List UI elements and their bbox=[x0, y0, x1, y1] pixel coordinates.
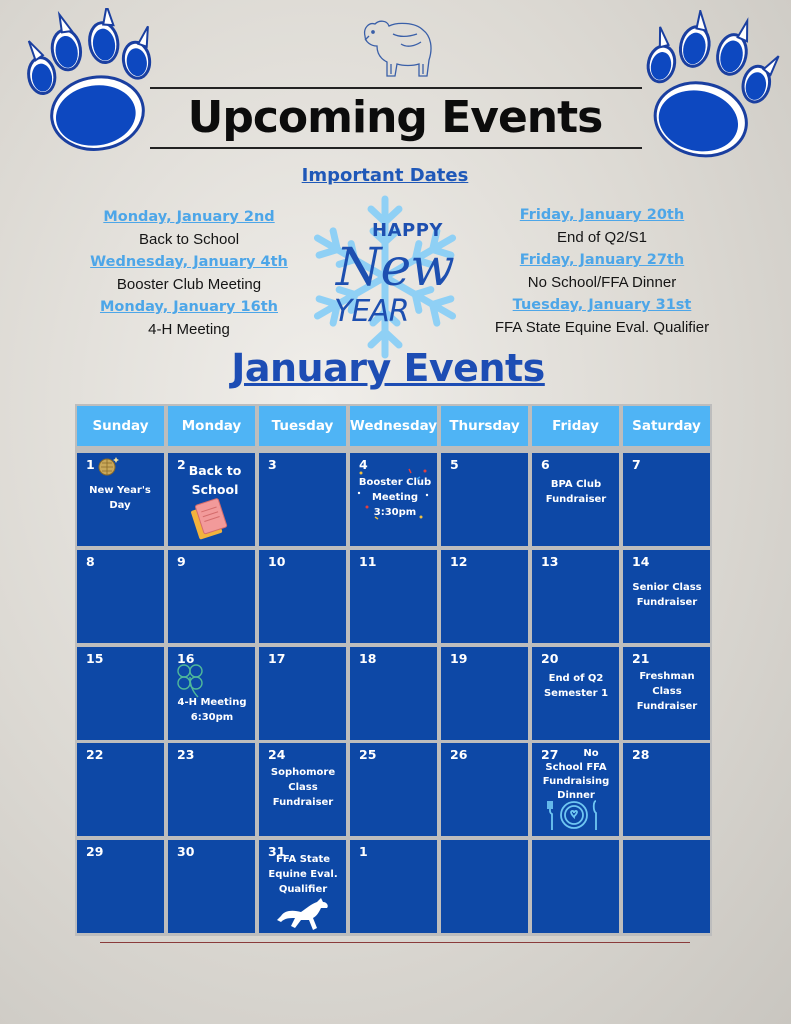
calendar-event: Sophomore Class Fundraiser bbox=[270, 767, 336, 808]
calendar-day-cell[interactable] bbox=[623, 453, 710, 546]
important-dates-left bbox=[78, 206, 300, 341]
calendar-day-cell[interactable] bbox=[77, 550, 164, 643]
day-number: 8 bbox=[86, 554, 95, 569]
calendar-event: New Year's Day bbox=[89, 485, 151, 511]
weekday-header-sunday: Sunday bbox=[77, 406, 164, 446]
day-number: 31 bbox=[268, 844, 286, 859]
notebooks-icon bbox=[188, 497, 236, 545]
bottom-divider bbox=[100, 942, 690, 943]
year-text: YEAR bbox=[334, 294, 409, 329]
date-event: End of Q2/S1 bbox=[556, 229, 648, 246]
calendar-day-cell[interactable] bbox=[259, 647, 346, 740]
calendar-day-cell[interactable] bbox=[168, 453, 255, 546]
bear-icon bbox=[357, 14, 437, 80]
calendar-day-cell[interactable] bbox=[77, 743, 164, 836]
calendar-day-cell[interactable] bbox=[441, 840, 528, 933]
calendar-day-cell[interactable] bbox=[441, 743, 528, 836]
day-number: 6 bbox=[541, 457, 550, 472]
calendar-event: FFA State Equine Eval. Qualifier bbox=[268, 854, 338, 895]
day-number: 25 bbox=[359, 747, 377, 762]
calendar-day-cell[interactable] bbox=[168, 840, 255, 933]
day-number: 24 bbox=[268, 747, 286, 762]
day-number: 29 bbox=[86, 844, 104, 859]
calendar-day-cell[interactable] bbox=[259, 840, 346, 933]
calendar-event: BPA Club Fundraiser bbox=[545, 479, 607, 505]
day-number: 2 bbox=[177, 457, 186, 472]
weekday-header-thursday: Thursday bbox=[441, 406, 528, 446]
calendar-day-cell[interactable] bbox=[77, 453, 164, 546]
calendar-day-cell[interactable] bbox=[623, 647, 710, 740]
calendar-day-cell[interactable] bbox=[350, 840, 437, 933]
calendar-day-cell[interactable] bbox=[532, 453, 619, 546]
important-dates-heading: Important Dates bbox=[301, 165, 469, 186]
calendar-day-cell[interactable] bbox=[168, 743, 255, 836]
calendar-day-cell[interactable] bbox=[259, 743, 346, 836]
happy-text: HAPPY bbox=[372, 220, 443, 241]
title-rule-top bbox=[150, 87, 642, 89]
day-number: 28 bbox=[632, 747, 650, 762]
calendar-title: January Events bbox=[231, 346, 545, 390]
title-rule-bottom bbox=[150, 147, 642, 149]
weekday-header-saturday: Saturday bbox=[623, 406, 710, 446]
day-number: 15 bbox=[86, 651, 104, 666]
calendar-day-cell[interactable] bbox=[623, 840, 710, 933]
day-number: 1 bbox=[86, 457, 95, 472]
new-text: New bbox=[336, 238, 454, 298]
calendar-day-cell[interactable] bbox=[350, 453, 437, 546]
date-heading[interactable]: Monday, January 16th bbox=[99, 299, 278, 315]
paw-print-right-icon bbox=[632, 10, 782, 165]
day-number: 23 bbox=[177, 747, 195, 762]
date-event: 4-H Meeting bbox=[148, 321, 230, 338]
day-number: 22 bbox=[86, 747, 104, 762]
weekday-header-tuesday: Tuesday bbox=[259, 406, 346, 446]
day-number: 10 bbox=[268, 554, 286, 569]
calendar-event: Booster Club Meeting 3:30pm bbox=[358, 477, 432, 518]
day-number: 5 bbox=[450, 457, 459, 472]
date-heading[interactable]: Wednesday, January 4th bbox=[90, 254, 288, 270]
date-event: FFA State Equine Eval. Qualifier bbox=[494, 319, 710, 336]
calendar-event: Senior Class Fundraiser bbox=[632, 582, 702, 608]
calendar-day-cell[interactable] bbox=[168, 550, 255, 643]
weekday-header-friday: Friday bbox=[532, 406, 619, 446]
weekday-header-monday: Monday bbox=[168, 406, 255, 446]
day-number: 30 bbox=[177, 844, 195, 859]
date-heading[interactable]: Friday, January 27th bbox=[519, 252, 685, 268]
calendar-day-cell[interactable] bbox=[350, 550, 437, 643]
calendar-day-cell[interactable] bbox=[441, 453, 528, 546]
calendar-day-cell[interactable] bbox=[623, 743, 710, 836]
day-number: 12 bbox=[450, 554, 468, 569]
date-event: Back to School bbox=[138, 231, 240, 248]
important-dates-right bbox=[470, 204, 734, 339]
calendar-event: 4-H Meeting 6:30pm bbox=[177, 697, 247, 723]
day-number: 1 bbox=[359, 844, 368, 859]
calendar-event: Freshman Class Fundraiser bbox=[636, 671, 698, 712]
calendar-day-cell[interactable] bbox=[532, 647, 619, 740]
calendar-event: Back to School bbox=[188, 463, 242, 497]
calendar-day-cell[interactable] bbox=[623, 550, 710, 643]
calendar-day-cell[interactable] bbox=[350, 743, 437, 836]
day-number: 18 bbox=[359, 651, 377, 666]
day-number: 26 bbox=[450, 747, 468, 762]
calendar-event: End of Q2 Semester 1 bbox=[543, 673, 609, 699]
day-number: 21 bbox=[632, 651, 650, 666]
calendar-day-cell[interactable] bbox=[77, 840, 164, 933]
date-event: No School/FFA Dinner bbox=[527, 274, 677, 291]
day-number: 14 bbox=[632, 554, 650, 569]
day-number: 27 bbox=[541, 747, 559, 762]
day-number: 7 bbox=[632, 457, 641, 472]
date-heading[interactable]: Tuesday, January 31st bbox=[512, 297, 692, 313]
calendar-day-cell[interactable] bbox=[532, 840, 619, 933]
day-number: 4 bbox=[359, 457, 368, 472]
day-number: 20 bbox=[541, 651, 559, 666]
calendar-event: No School FFA Fundraising Dinner bbox=[542, 748, 610, 801]
day-number: 3 bbox=[268, 457, 277, 472]
day-number: 16 bbox=[177, 651, 195, 666]
day-number: 13 bbox=[541, 554, 559, 569]
weekday-header-wednesday: Wednesday bbox=[350, 406, 437, 446]
calendar-day-cell[interactable] bbox=[532, 550, 619, 643]
disco-ball-icon bbox=[97, 455, 119, 481]
calendar-day-cell[interactable] bbox=[350, 647, 437, 740]
day-number: 19 bbox=[450, 651, 468, 666]
calendar-day-cell[interactable] bbox=[168, 647, 255, 740]
horse-icon bbox=[275, 896, 331, 933]
date-heading[interactable]: Monday, January 2nd bbox=[103, 209, 275, 225]
calendar-day-cell[interactable] bbox=[259, 550, 346, 643]
date-heading[interactable]: Friday, January 20th bbox=[519, 207, 685, 223]
calendar-day-cell[interactable] bbox=[259, 453, 346, 546]
calendar-day-cell[interactable] bbox=[441, 647, 528, 740]
page-title: Upcoming Events bbox=[187, 92, 603, 143]
day-number: 17 bbox=[268, 651, 286, 666]
date-event: Booster Club Meeting bbox=[116, 276, 262, 293]
day-number: 11 bbox=[359, 554, 377, 569]
calendar-day-cell[interactable] bbox=[532, 743, 619, 836]
calendar-day-cell[interactable] bbox=[441, 550, 528, 643]
day-number: 9 bbox=[177, 554, 186, 569]
calendar-grid bbox=[75, 404, 712, 936]
calendar-day-cell[interactable] bbox=[77, 647, 164, 740]
